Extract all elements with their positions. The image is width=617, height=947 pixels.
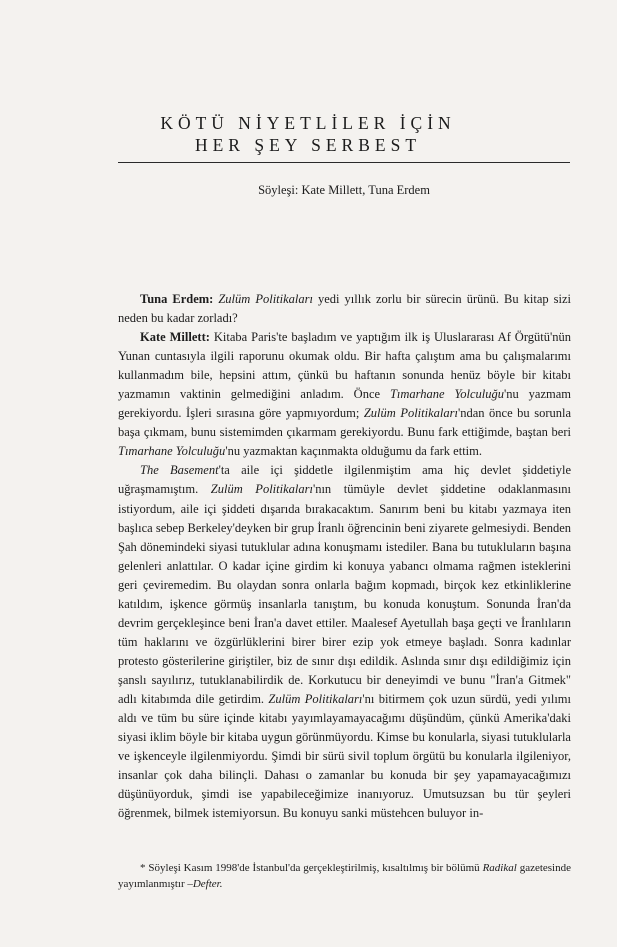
answer-paragraph-2: The Basement'ta aile içi şiddetle ilgilenmiştim ama hiç devlet şiddetiyle uğraşmamıştım. Zulüm Politikaları'nın tümüyle devlet şiddetine odaklanmasını istiyordum, aile içi şiddeti dışarıda bırakacaktım. Sanırım beni bu kitabı yazmaya iten başlıca sebep Berkeley'deyken bir grup İranlı öğrencinin beni ziyarete gelmesiydi. Benden Şah dönemindeki siyasi tutuklular adına konuşmamı istediler. Bana bu tutukluların başına gelenleri anlattılar. O kadar içine girdim ki konuya yabancı olmama rağmen isteklerini geri çeviremedim. Bu olaydan sonra onlarla bağım kopmadı, birçok kez etkinliklerine katıldım, işkence görmüş insanlarla tanıştım, bu konuda konuştum. Sonunda İran'da devrim gerçekleşince beni İran'a davet ettiler. Maalesef Ayetullah başa geçti ve İranlıların tüm haklarını ve özgürlüklerini birer birer ezip yok etmeye başladı. Sonra kadınlar protesto gösterilerine giriştiler, biz de sınır dışı edildik. Aslında sınır dışı edildiğimiz için şanslı sayılırız, tutuklanabilirdik de. Korkutucu bir deneyimdi ve bunu "İran'a Gitmek" adlı kitabımda dile getirdim. Zulüm Politikaları'nı bitirmem çok uzun sürdü, yedi yılımı aldı ve tüm bu süre içinde kitabı yayımlayamayacağımı düşündüm, çünkü Amerika'daki siyasi iklim böyle bir kitaba uygun görünmüyordu. Kimse bu konularla, siyasi tutuklularla ve işkenceyle ilgilenmiyordu. Şimdi bir sürü sivil toplum örgütü bu konularla ilgileniyor, insanlar çok daha bilinçli. Dahası o zamanlar bu konuda bir şey yapamayacağımızı düşünüyorduk, şimdi ise yapabileceğimize inanıyoruz. Umutsuzsan bu tür şeyleri öğrenmek, bilmek istemiyorsun. Bu konuyu sanki müstehcen buluyor in- [118,463,572,821]
chapter-title-line-1: KÖTÜ NİYETLİLER İÇİN [160,113,456,133]
title-divider [118,162,570,163]
book-title: The Basement [140,463,219,478]
question-paragraph: Tuna Erdem: Zulüm Politikaları yedi yıllık zorlu bir sürecin ürünü. Bu kitap sizi neden bu kadar zorladı? [118,292,572,326]
book-title: Tımarhane Yolculuğu [118,444,226,459]
book-title: Zulüm Politikaları [363,406,458,421]
byline: Söyleşi: Kate Millett, Tuna Erdem [258,183,430,197]
book-title: Tımarhane Yolculuğu [389,387,505,402]
footnote [118,860,571,892]
answer-paragraph-1: Kate Millett: Kitaba Paris'te başladım ve yaptığım ilk iş Uluslararası Af Örgütü'nün Yunan cuntasıyla ilgili raporunu okumak oldu. Bir hafta çalıştım ama bu çalışmalarımı kullanmadım bile, hepsini attım, çünkü bu haftanın sonunda henüz böyle bir kitabı yazmamın vaktinin gelmediğini anladım. Önce Tımarhane Yolculuğu'nu yazmam gerekiyordu. İşleri sırasına göre yapmıyordum; Zulüm Politikaları'ndan önce bu sorunla başa çıkmam, bunu sistemimden çıkarmam gerekiyordu. Bunu fark ettiğimde, baştan beri Tımarhane Yolculuğu'nu yazmaktan kaçınmakta olduğumu da fark ettim. [118,330,571,459]
source-name: Defter. [192,878,223,890]
chapter-title-line-2: HER ŞEY SERBEST [194,135,422,155]
book-title: Zulüm Politikaları [210,482,313,497]
newspaper-title: Radikal [482,862,517,874]
interview-body [118,290,571,823]
speaker-kate-millett: Kate Millett: [140,330,210,345]
book-title: Zulüm Politikaları [218,292,313,306]
footnote-text: * Söyleşi Kasım 1998'de İstanbul'da gerçekleştirilmiş, kısaltılmış bir bölümü Radikal gazetesinde yayımlanmıştır –Defter. [118,862,571,890]
book-title: Zulüm Politikaları [268,691,363,706]
speaker-tuna-erdem: Tuna Erdem: [140,292,214,306]
chapter-title [118,112,498,156]
